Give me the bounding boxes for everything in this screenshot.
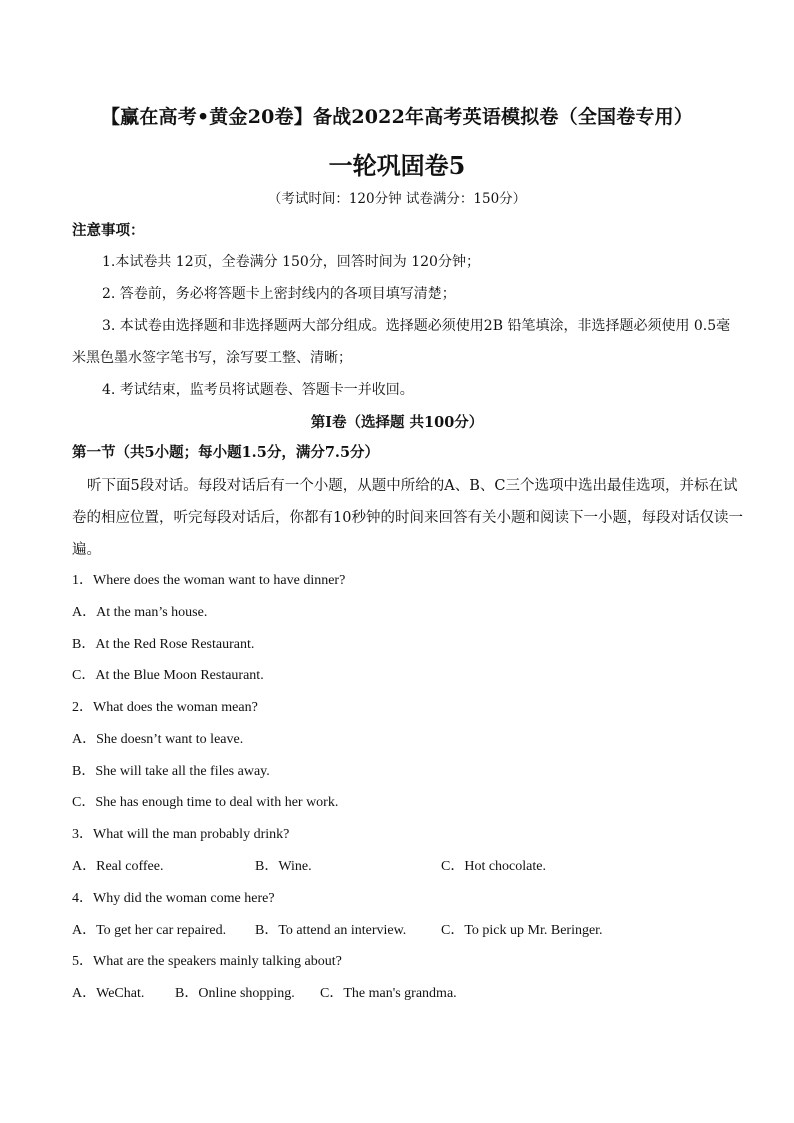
question-stem: 4．Why did the woman come here? (72, 891, 275, 906)
question-option: C．Hot chocolate. (441, 859, 546, 874)
question-stem: 3．What will the man probably drink? (72, 827, 290, 842)
exam-subtitle: 一轮巩固卷5 (328, 151, 466, 180)
question-option: B．To attend an interview. (255, 923, 407, 938)
note-item: 3. 本试卷由选择题和非选择题两大部分组成。选择题必须使用2B 铅笔填涂，非选择题必须使用 0.5毫 (102, 318, 731, 334)
note-item: 4. 考试结束，监考员将试题卷、答题卡一并收回。 (102, 382, 414, 398)
exam-time-info: （考试时间：120分钟 试卷满分：150分） (267, 191, 527, 207)
question-option: A．She doesn’t want to leave. (72, 732, 244, 747)
note-item: 1.本试卷共 12页，全卷满分 150分，回答时间为 120分钟； (102, 254, 480, 270)
instructions-line: 听下面5段对话。每段对话后有一个小题，从题中所给的A、B、C三个选项中选出最佳选项，并标在试 (87, 478, 738, 494)
question-stem: 2．What does the woman mean? (72, 700, 258, 715)
notes-heading: 注意事项： (72, 222, 145, 239)
note-item: 2. 答卷前，务必将答题卡上密封线内的各项目填写清楚； (102, 286, 456, 302)
question-option: A．WeChat. (72, 986, 145, 1001)
question-stem: 5．What are the speakers mainly talking about? (72, 954, 342, 969)
question-option: A．To get her car repaired. (72, 923, 227, 938)
question-option: C．The man's grandma. (320, 986, 457, 1001)
question-option: C．To pick up Mr. Beringer. (441, 923, 603, 938)
question-option: C．She has enough time to deal with her work. (72, 795, 339, 810)
question-option: B．Online shopping. (175, 986, 295, 1001)
question-option: B．She will take all the files away. (72, 764, 270, 779)
question-option: A．At the man’s house. (72, 605, 208, 620)
instructions-line: 遍。 (72, 542, 101, 558)
question-option: A．Real coffee. (72, 859, 164, 874)
question-option: C．At the Blue Moon Restaurant. (72, 668, 264, 683)
part-heading: 第I卷（选择题 共100分） (310, 414, 484, 431)
exam-title: 【赢在高考•黄金20卷】备战2022年高考英语模拟卷（全国卷专用） (100, 106, 694, 128)
note-item: 米黑色墨水签字笔书写，涂写要工整、清晰； (72, 350, 352, 366)
question-option: B．Wine. (255, 859, 312, 874)
instructions-line: 卷的相应位置，听完每段对话后，你都有10秒钟的时间来回答有关小题和阅读下一小题，每段对话仅读一 (72, 510, 743, 526)
question-stem: 1．Where does the woman want to have dinner? (72, 573, 346, 588)
question-option: B．At the Red Rose Restaurant. (72, 637, 255, 652)
section-heading: 第一节（共5小题；每小题1.5分，满分7.5分） (72, 444, 380, 461)
